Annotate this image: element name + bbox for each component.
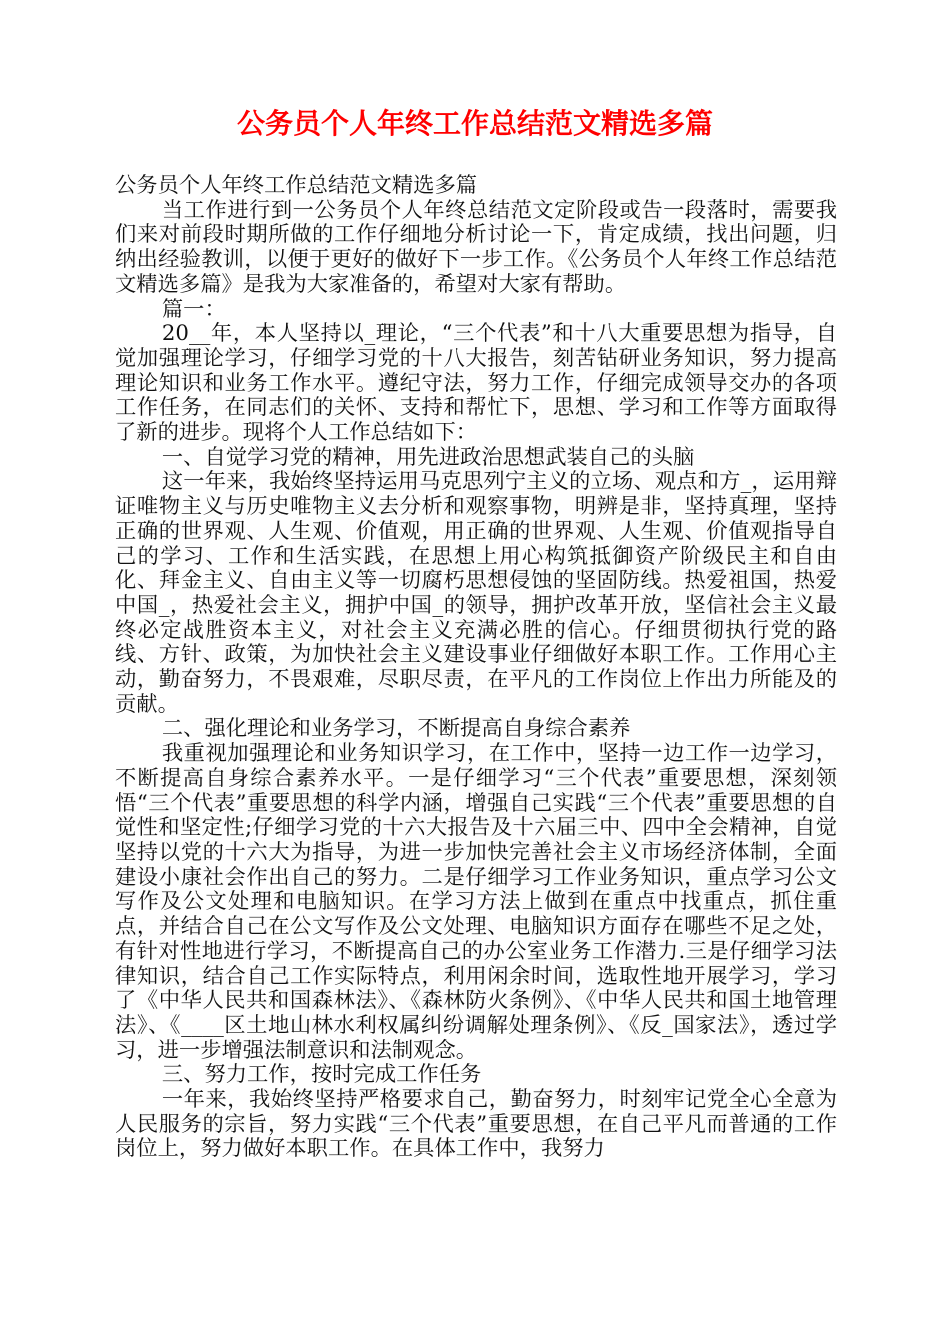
- paragraph-overview: 20__年，本人坚持以_理论，“三个代表”和十八大重要思想为指导，自觉加强理论学习，仔细学习党的十八大报告，刻苦钻研业务知识，努力提高理论知识和业务工作水平。遵纪守法，努力工作，仔细完成领导交办的各项工作任务，在同志们的关怀、支持和帮忙下，思想、学习和工作等方面取得了新的进步。现将个人工作总结如下：: [115, 321, 837, 446]
- paragraph-subtitle: 公务员个人年终工作总结范文精选多篇: [115, 173, 478, 198]
- paragraph-section-2: 我重视加强理论和业务知识学习，在工作中，坚持一边工作一边学习，不断提高自身综合素养水平。一是仔细学习“三个代表”重要思想，深刻领悟“三个代表”重要思想的科学内涵，增强自己实践“三个代表”重要思想的自觉性和坚定性;仔细学习党的十六大报告及十六届三中、四中全会精神，自觉坚持以党的十六大为指导，为进一步加快完善社会主义市场经济体制，全面建设小康社会作出自己的努力。二是仔细学习工作业务知识，重点学习公文写作及公文处理和电脑知识。在学习方法上做到在重点中找重点，抓住重点，并结合自己在公文写作及公文处理、电脑知识方面存在哪些不足之处，有针对性地进行学习，不断提高自己的办公室业务工作潜力.三是仔细学习法律知识，结合自己工作实际特点，利用闲余时间，选取性地开展学习，学习了《中华人民共和国森林法》、《森林防火条例》、《中华人民共和国土地管理法》、《____区土地山林水利权属纠纷调解处理条例》、《反_国家法》，透过学习，进一步增强法制意识和法制观念。: [115, 741, 837, 1063]
- section-heading-2: 二、强化理论和业务学习，不断提高自身综合素养: [161, 716, 631, 742]
- paragraph-section-3: 一年来，我始终坚持严格要求自己，勤奋努力，时刻牢记党全心全意为人民服务的宗旨，努力实践“三个代表”重要思想，在自己平凡而普通的工作岗位上，努力做好本职工作。在具体工作中，我努力: [115, 1087, 837, 1162]
- document-title: 公务员个人年终工作总结范文精选多篇: [236, 107, 713, 140]
- paragraph-section-1: 这一年来，我始终坚持运用马克思列宁主义的立场、观点和方_，运用辩证唯物主义与历史唯物主义去分析和观察事物，明辨是非，坚持真理，坚持正确的世界观、人生观、价值观，用正确的世界观、人生观、价值观指导自己的学习、工作和生活实践，在思想上用心构筑抵御资产阶级民主和自由化、拜金主义、自由主义等一切腐朽思想侵蚀的坚固防线。热爱祖国，热爱中国_，热爱社会主义，拥护中国_的领导，拥护改革开放，坚信社会主义最终必定战胜资本主义，对社会主义充满必胜的信心。仔细贯彻执行党的路线、方针、政策，为加快社会主义建设事业仔细做好本职工作。工作用心主动，勤奋努力，不畏艰难，尽职尽责，在平凡的工作岗位上作出力所能及的贡献。: [115, 469, 837, 717]
- document-body: [115, 174, 837, 1162]
- paragraph-part-one-heading: 篇一：: [161, 296, 226, 322]
- paragraph-intro: 当工作进行到一公务员个人年终总结范文定阶段或告一段落时，需要我们来对前段时期所做的工作仔细地分析讨论一下，肯定成绩，找出问题，归纳出经验教训，以便于更好的做好下一步工作。《公务员个人年终工作总结范文精选多篇》是我为大家准备的，希望对大家有帮助。: [115, 197, 837, 297]
- section-heading-3: 三、努力工作，按时完成工作任务: [161, 1062, 482, 1088]
- section-heading-1: 一、自觉学习党的精神，用先进政治思想武装自己的头脑: [161, 444, 695, 470]
